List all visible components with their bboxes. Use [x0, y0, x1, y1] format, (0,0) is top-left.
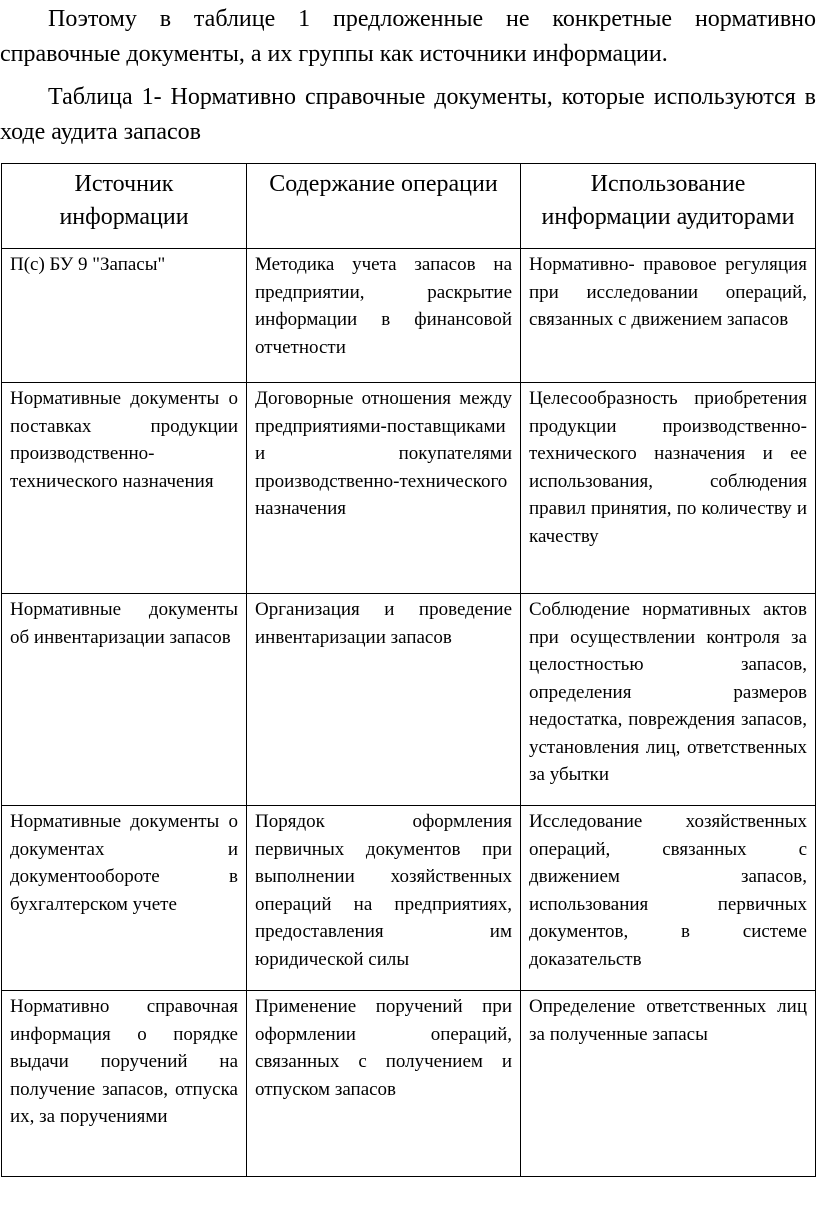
cell-usage-text: Соблюдение нормативных актов при осуществлении контроля за целостностью запасов, определения размеров недостатка, повреждения запасов, установления лиц, ответственных за убытки [529, 599, 807, 785]
table-row [2, 383, 816, 594]
intro-paragraph: Поэтому в таблице 1 предложенные не конкретные нормативно справочные документы, а их группы как источники информации. [0, 6, 816, 67]
cell-usage-text: Нормативно- правовое регуляция при исследовании операций, связанных с движением запасов [529, 254, 807, 330]
table-caption: Таблица 1- Нормативно справочные документы, которые используются в ходе аудита запасов [0, 84, 816, 145]
header-usage: Использование информации аудиторами [521, 164, 816, 249]
cell-source-text: Нормативные документы о поставках продукции производственно-технического назначения [10, 388, 238, 492]
cell-source [2, 991, 247, 1177]
cell-usage [521, 594, 816, 806]
cell-source [2, 249, 247, 383]
cell-source [2, 383, 247, 594]
cell-content [247, 991, 521, 1177]
cell-usage-text: Целесообразность приобретения продукции производственно-технического назначения и ее использования, соблюдения правил принятия, по количеству и качеству [529, 388, 807, 547]
table-row [2, 249, 816, 383]
cell-source [2, 806, 247, 991]
table-row [2, 594, 816, 806]
table-row [2, 991, 816, 1177]
cell-content-text: Применение поручений при оформлении операций, связанных с получением и отпуском запасов [255, 996, 512, 1100]
cell-content-text: Организация и проведение инвентаризации запасов [255, 599, 512, 648]
cell-usage [521, 383, 816, 594]
cell-content [247, 383, 521, 594]
cell-content-text: Методика учета запасов на предприятии, раскрытие информации в финансовой отчетности [255, 254, 512, 358]
table-row [2, 806, 816, 991]
cell-source [2, 594, 247, 806]
cell-usage [521, 991, 816, 1177]
cell-source-text: Нормативно справочная информация о порядке выдачи поручений на получение запасов, отпуска их, за поручениями [10, 996, 238, 1127]
table-header-row [2, 164, 816, 249]
cell-source-text: П(с) БУ 9 "Запасы" [10, 254, 166, 275]
cell-content [247, 806, 521, 991]
cell-usage-text: Определение ответственных лиц за полученные запасы [529, 996, 807, 1045]
cell-usage-text: Исследование хозяйственных операций, связанных с движением запасов, использования первичных документов, в системе доказательств [529, 811, 807, 970]
cell-content [247, 594, 521, 806]
cell-content [247, 249, 521, 383]
regulatory-documents-table [1, 163, 816, 1177]
header-source: Источник информации [2, 164, 247, 249]
cell-content-text: Порядок оформления первичных документов при выполнении хозяйственных операций на предприятиях, предоставления им юридической силы [255, 811, 512, 970]
cell-usage [521, 806, 816, 991]
cell-content-text: Договорные отношения между предприятиями-поставщиками и покупателями производственно-технического назначения [255, 388, 512, 519]
cell-source-text: Нормативные документы о документах и документообороте в бухгалтерском учете [10, 811, 238, 915]
cell-usage [521, 249, 816, 383]
header-content: Содержание операции [247, 164, 521, 249]
cell-source-text: Нормативные документы об инвентаризации запасов [10, 599, 238, 648]
